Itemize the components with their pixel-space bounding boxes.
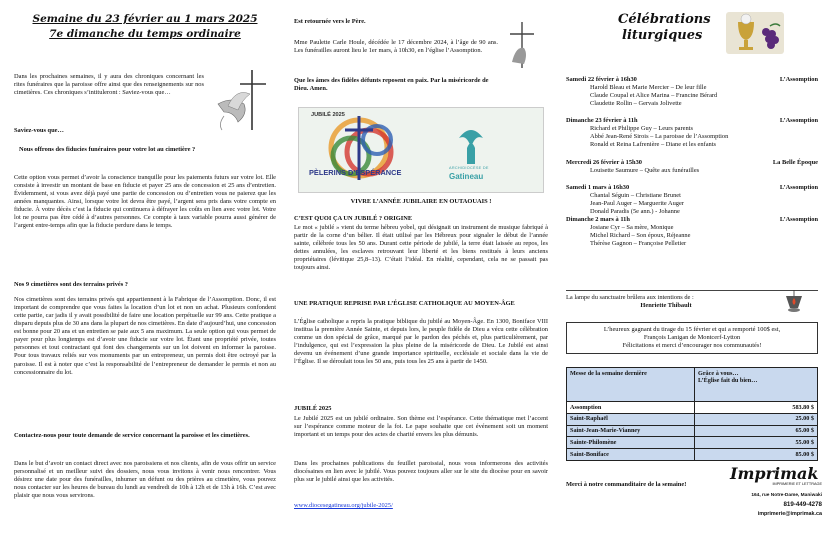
mass-place: La Belle Époque bbox=[772, 158, 818, 166]
jubile-2025-heading: JUBILÉ 2025 bbox=[294, 405, 332, 412]
table-head-right-line2: L’Église fait du bien… bbox=[698, 377, 758, 385]
collection-name: Saint-Jean-Marie-Vianney bbox=[567, 425, 695, 437]
collection-name: Sainte-Philomène bbox=[567, 437, 695, 449]
mass-date: Samedi 1 mars à 16h30 bbox=[566, 183, 630, 191]
column-chronicles bbox=[14, 0, 276, 540]
table-head-right bbox=[695, 368, 818, 402]
next-publications-text: Dans les prochaines publications du feuillet paroissial, nous vous informerons des activités diocésaines en lien avec le jubilé. Vous pouvez toujours aller sur le site du diocèse pour en savoir plus sur le jubilé ainsi que les activités. bbox=[294, 460, 548, 484]
collection-name: Saint-Raphaël bbox=[567, 413, 695, 425]
mass-place: L’Assomption bbox=[779, 76, 818, 83]
jubile-2025-text: Le Jubilé 2025 est un jubilé ordinaire. Son thème est l’espérance. Cette thématique met l’accent sur l’espérance comme moteur de la foi. Le pape souhaite que cet événement soit un moment important et un temps pour des actes de charité envers les plus démunis. bbox=[294, 415, 548, 439]
mass-intention: Louisette Saumure – Quête aux funérailles bbox=[590, 166, 700, 174]
mass-place: L’Assomption bbox=[779, 183, 818, 191]
retour-text: Mme Paulette Carle Houle, décédée le 17 décembre 2024, à l’âge de 90 ans. Les funérailles auront lieu le 1er mars, à 10h30, en l’église l’Assomption. bbox=[294, 39, 498, 55]
sponsor-phone: 819-449-4278 bbox=[783, 500, 822, 508]
mass-intention: Jean-Paul Auger – Marguerite Auger bbox=[590, 199, 684, 207]
jubile-logo-icon bbox=[299, 108, 544, 193]
jubile-origin-heading: C’EST QUOI ÇA UN JUBILÉ ? ORIGINE bbox=[294, 215, 413, 222]
mass-date-row bbox=[566, 117, 818, 125]
collection-name: Assomption bbox=[567, 402, 695, 414]
sponsor-logo: Imprimak bbox=[730, 464, 819, 483]
mass-place: L’Assomption bbox=[779, 117, 818, 125]
mass-place: L’Assomption bbox=[779, 215, 818, 223]
sunday-line: 7e dimanche du temps ordinaire bbox=[49, 27, 241, 40]
title-line-1: Célébrations bbox=[618, 12, 711, 27]
mass-intention: Claudette Rollin – Gervais Jolivette bbox=[590, 100, 682, 108]
mass-date: Dimanche 2 mars à 11h bbox=[566, 215, 630, 223]
column-celebrations bbox=[566, 0, 824, 540]
banner-caption: VIVRE L’ANNÉE JUBILAIRE EN OUTAOUAIS ! bbox=[350, 198, 492, 205]
mass-intention: Donald Paradis (5e ann.) - Johanne bbox=[590, 207, 680, 215]
celebrations-title bbox=[618, 12, 711, 43]
mass-intention: Ronald et Reina Lafrenière – Diane et les enfants bbox=[590, 141, 716, 149]
mass-date: Dimanche 23 février à 11h bbox=[566, 117, 638, 125]
prayer-text: Que les âmes des fidèles défunts reposent en paix. Par la miséricorde de Dieu. Amen. bbox=[294, 77, 489, 93]
sanctuary-lamp-icon bbox=[780, 290, 808, 316]
mass-intention: Claude Coupal et Alice Marina – Francine Bérard bbox=[590, 92, 718, 100]
collection-amount: 25.00 $ bbox=[695, 413, 818, 425]
sponsor-email: imprimerie@imprimak.ca bbox=[757, 510, 822, 517]
mass-date: Mercredi 26 février à 15h30 bbox=[566, 158, 642, 166]
mass-schedule bbox=[566, 76, 818, 248]
retour-heading: Est retournée vers le Père. bbox=[294, 18, 366, 25]
week-line: Semaine du 23 février au 1 mars 2025 bbox=[32, 13, 258, 25]
mass-date-row bbox=[566, 76, 818, 84]
sponsor-thanks: Merci à notre commanditaire de la semaine! bbox=[566, 481, 687, 488]
mass-date: Samedi 22 février à 16h30 bbox=[566, 76, 637, 83]
cimetieres-paragraph: Nos cimetières sont des terrains privés qui appartiennent à la Fabrique de l’Assomption. Donc, il est important de comprendre que vous faites la location d’un lot et non un achat. Plusieurs confondent cette partie, car jadis il y avait possibilité de faire une location perpétuelle sur 99 ans. Cette pratique a disparu depuis plus de 30 ans dans la plupart de nos cimetières. En date d’aujourd’hui, une concession est bonne pour 20 ans et un entretien se paie aux 5 ans maximum. La seule option qui vous permet de payer pour plus longtemps est d’avoir une fiducie sur votre lot. Étant une propriété privée, toutes personnes et tout contractant qui font des changements sur un lot doivent en informer la paroisse. Pour tous travaux reliés sur vos monuments par un entrepreneur, un permis doit être octroyé par la paroisse. Il est à noter que c’est la responsabilité de l’entrepreneur de demander le permis et non au concessionnaire du lot. bbox=[14, 296, 276, 376]
collection-amount: 85.00 $ bbox=[695, 449, 818, 461]
bulletin-header bbox=[14, 12, 276, 41]
collection-name: Saint-Boniface bbox=[567, 449, 695, 461]
draw-line-3: Félicitations et merci d’encourager nos communautés! bbox=[622, 342, 762, 350]
draw-line-1: L’heureux gagnant du tirage du 15 février et qui a remporté 100$ est, bbox=[603, 326, 781, 333]
mass-date-row bbox=[566, 184, 818, 192]
mass-date-row bbox=[566, 216, 818, 224]
banner-pelerins-text: PÈLERINS D’ESPÉRANCE bbox=[309, 168, 402, 177]
banner-archdiocese-text: ARCHIDIOCÈSE DE bbox=[449, 166, 489, 170]
sponsor-address: 164, rue Notre-Dame, Maniwaki bbox=[751, 492, 822, 498]
column-jubile bbox=[294, 0, 548, 540]
contact-paragraph: Dans le but d’avoir un contact direct avec nos paroissiens et nos clients, afin de vous offrir un service personnalisé et un meilleur suivi des dossiers, nous vous invitons à venir nous rencontrer. Vous désirez une date pour des funérailles, inhumer un défunt ou des prières au cimetière, vous pouvez nous contacter sur les heures de bureau du lundi au vendredi de 10h à 12h et de 13h à 16h. C’est avec plaisir que nous vous servirons. bbox=[14, 460, 276, 500]
title-line-2: liturgiques bbox=[622, 27, 703, 43]
fiducies-paragraph: Cette option vous permet d’avoir la conscience tranquille pour les paiements futurs sur votre lot. Elle consiste à investir un montant de base en fiducie et payer 25 ans de concession et 25 ans d’entretien. Évidemment, si vous avez déjà payé une partie de concession ou d’entretien vous ne paierez que les années manquantes. Ainsi, lorsque votre lot devra être payé, l’argent sera pris dans votre compte en fiducie. À votre décès c’est la fiducie qui continuera à défrayer les coûts en lien avec votre lot. Votre lot ne pourra pas être cédé à d’autres personnes. Ce compte à taux variable pourra aussi générer de l’argent entre-temps afin que la fiducie perdure dans le temps. bbox=[14, 174, 276, 230]
dove-cross-icon bbox=[214, 66, 274, 134]
table-head-right-line1: Grâce à vous… bbox=[698, 369, 739, 377]
table-head-left: Messe de la semaine dernière bbox=[567, 368, 695, 402]
draw-line-2: François Lanigan de Montcerf-Lytton bbox=[643, 334, 741, 342]
mass-intention: Harold Bleau et Marie Mercier – De leur fille bbox=[590, 84, 707, 92]
collection-table bbox=[566, 367, 818, 461]
mass-intention: Michel Richard – Son époux, Réjeanne bbox=[590, 232, 691, 239]
pratique-heading: UNE PRATIQUE REPRISE PAR L’ÉGLISE CATHOLIQUE AU MOYEN-ÂGE bbox=[294, 300, 515, 307]
collection-amount: 55.00 $ bbox=[695, 437, 818, 449]
mass-intention: Abbé Jean-René Sirois – La paroisse de l’Assomption bbox=[590, 133, 729, 141]
mass-intention: Chantal Séguin – Christiane Brunet bbox=[590, 191, 681, 199]
lampe-line: La lampe du sanctuaire brûlera aux intentions de : bbox=[566, 294, 694, 301]
question-fiducies: Nous offrons des fiducies funéraires pour votre lot au cimetière ? bbox=[19, 146, 196, 153]
sponsor-tagline: IMPRIMERIE ET LETTRAGE bbox=[772, 482, 822, 486]
draw-winner-box bbox=[566, 322, 818, 354]
jubile-origin-text: Le mot « jubilé » vient du terme hébreu yobel, qui désignait un instrument de musique fabriqué à partir de la corne d’un bélier. Il était utilisé par les Hébreux pour signaler le début de l’année sainte, célébrée tous les 50 ans. Durant cette période de jubilé, la terre était laissée au repos, les dettes annulées, les esclaves retrouvant leur liberté et les biens restitués à leurs anciens propriétaires (lévitique 25,8–13). C’était l’idéal. En réalité, cependant, cela ne se passait pas toujours ainsi. bbox=[294, 224, 548, 272]
collection-amount: 65.00 $ bbox=[695, 425, 818, 437]
saviez-heading: Saviez-vous que… bbox=[14, 127, 64, 134]
mass-intention: Thérèse Gagnon – Françoise Pelletier bbox=[590, 240, 687, 248]
question-cimetieres: Nos 9 cimetières sont des terrains privés ? bbox=[14, 281, 129, 288]
banner-gatineau-text: Gatineau bbox=[449, 172, 484, 181]
collection-amount: 583.80 $ bbox=[695, 402, 818, 414]
praying-cross-icon bbox=[502, 20, 542, 70]
sponsor-block bbox=[730, 466, 822, 517]
pratique-text: L’Église catholique a repris la pratique biblique du jubilé au Moyen-Âge. En 1300, Boniface VIII institua la première Année Sainte, et depuis lors, le peuple fidèle de Dieu a vécu cette célébration comme un don spécial de grâce, marqué par le pardon des péchés et, plus particulièrement, par l’indulgence, qui est l’expression la plus pleine de la miséricorde de Dieu. Le Jubilé est ainsi devenu un événement d’une grande importance spirituelle, ecclésiale et sociale dans la vie de l’Église. Il se déroulait tous les 50 ans, puis tous les 25 ans à partir de 1450. bbox=[294, 318, 548, 366]
diocese-jubile-link[interactable]: www.diocesegatineau.org/jubile-2025/ bbox=[294, 502, 393, 509]
jubile-banner bbox=[298, 107, 544, 193]
mass-intention: Josiane Cyr – Sa mère, Monique bbox=[590, 223, 674, 231]
intro-paragraph: Dans les prochaines semaines, il y aura des chroniques concernant les rites funéraires que la paroisse offre ainsi que des renseignements sur nos cimetières. Ces chroniques s’intituleront : Saviez-vous que… bbox=[14, 73, 204, 97]
mass-date-row bbox=[566, 159, 818, 167]
contact-heading: Contactez-nous pour toute demande de service concernant la paroisse et les cimetières. bbox=[14, 432, 250, 439]
sanctuary-lamp bbox=[566, 294, 766, 310]
banner-jubile-text: JUBILÉ 2025 bbox=[311, 112, 345, 118]
chalice-icon bbox=[726, 12, 784, 54]
mass-intention: Richard et Philippe Guy – Leurs parents bbox=[590, 125, 693, 133]
lampe-name: Henriette Thibault bbox=[640, 302, 692, 310]
